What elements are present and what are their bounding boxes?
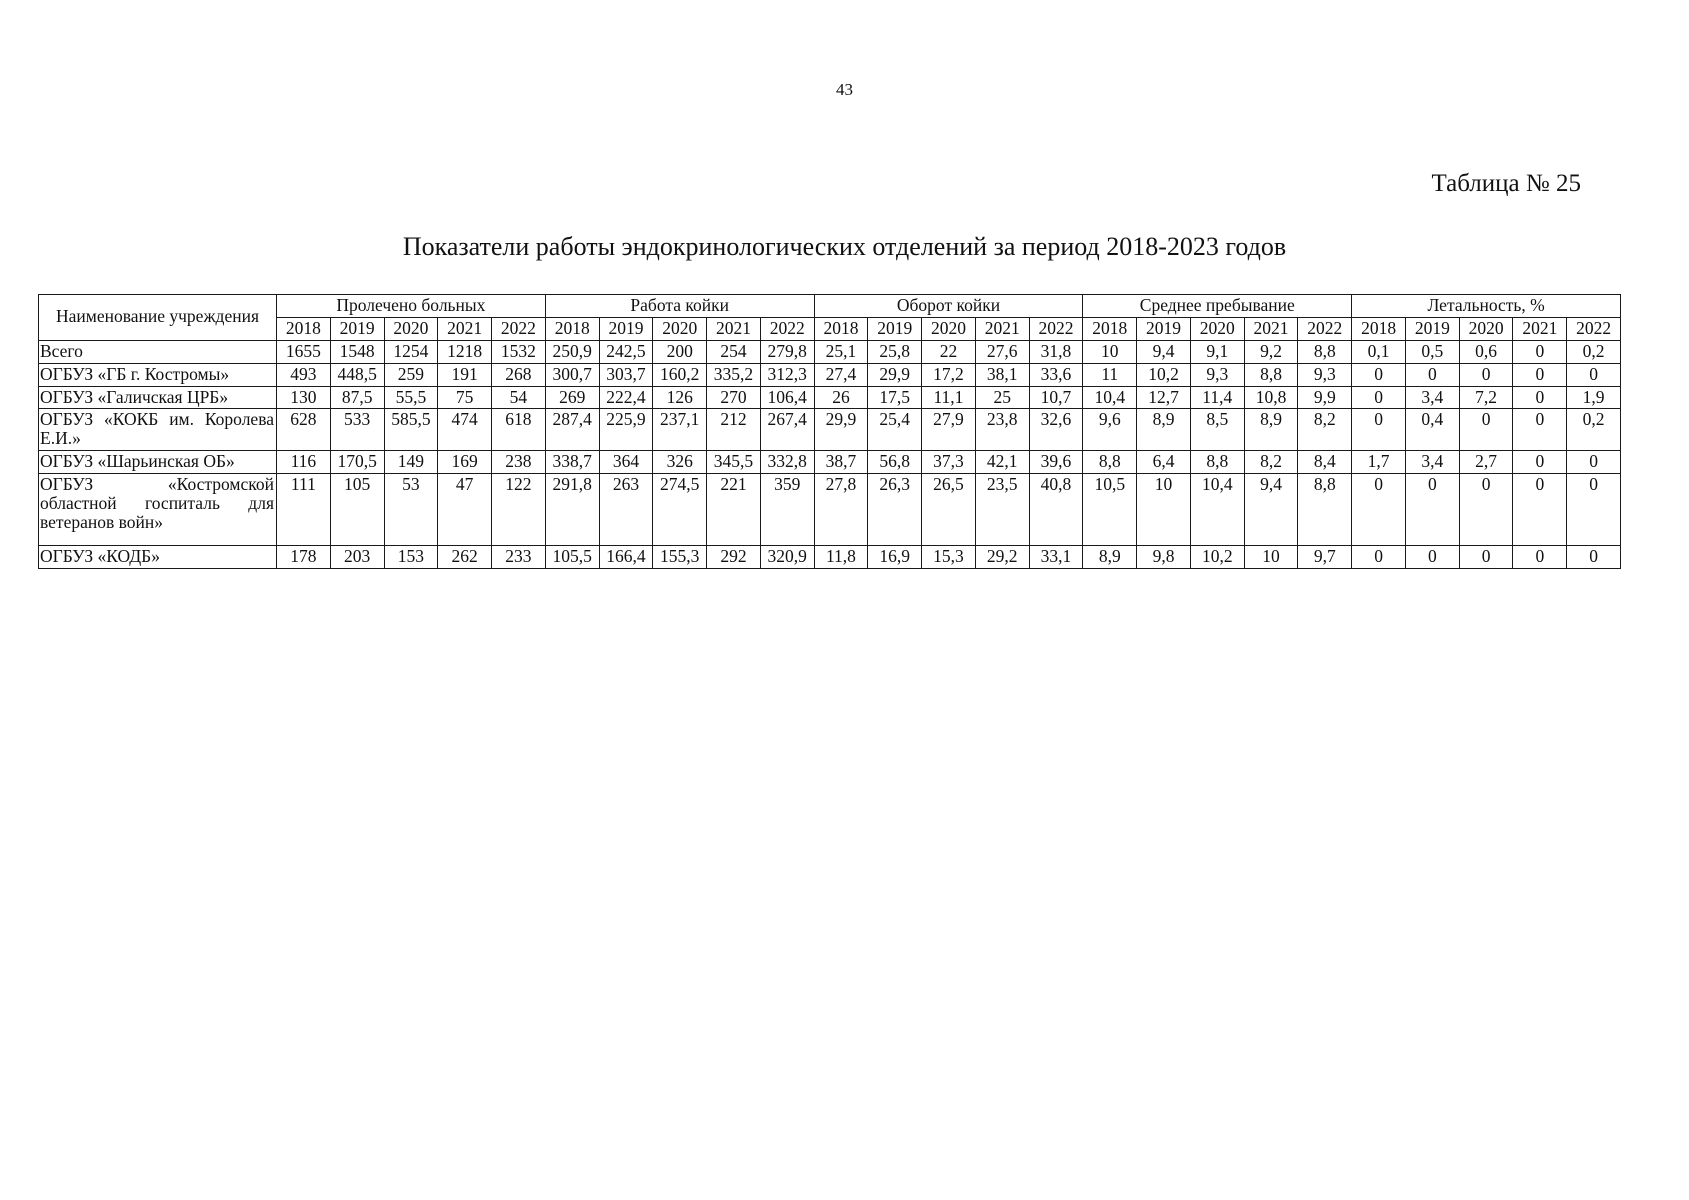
value-cell: 0 xyxy=(1352,363,1406,386)
value-cell: 37,3 xyxy=(922,451,976,474)
value-cell: 262 xyxy=(438,546,492,569)
value-cell: 27,9 xyxy=(922,409,976,451)
value-cell: 237,1 xyxy=(653,409,707,451)
value-cell: 254 xyxy=(707,340,761,363)
value-cell: 31,8 xyxy=(1029,340,1083,363)
year-header: 2018 xyxy=(1352,317,1406,340)
institution-name-cell: ОГБУЗ «Галичская ЦРБ» xyxy=(39,386,277,409)
value-cell: 268 xyxy=(492,363,546,386)
value-cell: 9,6 xyxy=(1083,409,1137,451)
value-cell: 29,2 xyxy=(975,546,1029,569)
value-cell: 11,1 xyxy=(922,386,976,409)
institution-name-cell: Всего xyxy=(39,340,277,363)
value-cell: 338,7 xyxy=(545,451,599,474)
value-cell: 0 xyxy=(1352,546,1406,569)
value-cell: 628 xyxy=(277,409,331,451)
value-cell: 335,2 xyxy=(707,363,761,386)
value-cell: 10,8 xyxy=(1244,386,1298,409)
value-cell: 9,3 xyxy=(1298,363,1352,386)
value-cell: 23,8 xyxy=(975,409,1029,451)
value-cell: 39,6 xyxy=(1029,451,1083,474)
value-cell: 9,4 xyxy=(1137,340,1191,363)
value-cell: 12,7 xyxy=(1137,386,1191,409)
value-cell: 27,6 xyxy=(975,340,1029,363)
value-cell: 26 xyxy=(814,386,868,409)
value-cell: 10,2 xyxy=(1190,546,1244,569)
value-cell: 292 xyxy=(707,546,761,569)
value-cell: 23,5 xyxy=(975,474,1029,546)
value-cell: 493 xyxy=(277,363,331,386)
value-cell: 0,1 xyxy=(1352,340,1406,363)
value-cell: 25,1 xyxy=(814,340,868,363)
table-row xyxy=(39,386,1621,409)
year-header: 2019 xyxy=(868,317,922,340)
value-cell: 8,4 xyxy=(1298,451,1352,474)
value-cell: 10 xyxy=(1083,340,1137,363)
year-header: 2021 xyxy=(707,317,761,340)
value-cell: 9,4 xyxy=(1244,474,1298,546)
table-row xyxy=(39,409,1621,451)
value-cell: 200 xyxy=(653,340,707,363)
value-cell: 15,3 xyxy=(922,546,976,569)
value-cell: 8,8 xyxy=(1298,474,1352,546)
year-header: 2020 xyxy=(922,317,976,340)
year-header: 2022 xyxy=(1567,317,1621,340)
table-row xyxy=(39,363,1621,386)
value-cell: 10 xyxy=(1244,546,1298,569)
value-cell: 0 xyxy=(1567,474,1621,546)
value-cell: 10,4 xyxy=(1083,386,1137,409)
value-cell: 33,6 xyxy=(1029,363,1083,386)
group-header-bed-work: Работа койки xyxy=(545,295,814,318)
value-cell: 0,2 xyxy=(1567,340,1621,363)
value-cell: 56,8 xyxy=(868,451,922,474)
year-header: 2019 xyxy=(599,317,653,340)
year-header: 2020 xyxy=(653,317,707,340)
value-cell: 0 xyxy=(1459,363,1513,386)
value-cell: 8,8 xyxy=(1298,340,1352,363)
value-cell: 8,2 xyxy=(1298,409,1352,451)
value-cell: 87,5 xyxy=(330,386,384,409)
value-cell: 130 xyxy=(277,386,331,409)
page-number: 43 xyxy=(836,80,853,99)
value-cell: 8,8 xyxy=(1244,363,1298,386)
value-cell: 25,8 xyxy=(868,340,922,363)
year-header: 2022 xyxy=(760,317,814,340)
value-cell: 126 xyxy=(653,386,707,409)
value-cell: 149 xyxy=(384,451,438,474)
value-cell: 0 xyxy=(1513,409,1567,451)
value-cell: 10,7 xyxy=(1029,386,1083,409)
year-header: 2022 xyxy=(1298,317,1352,340)
value-cell: 1,9 xyxy=(1567,386,1621,409)
value-cell: 55,5 xyxy=(384,386,438,409)
value-cell: 233 xyxy=(492,546,546,569)
value-cell: 0 xyxy=(1513,451,1567,474)
value-cell: 0 xyxy=(1567,363,1621,386)
value-cell: 250,9 xyxy=(545,340,599,363)
table-row xyxy=(39,451,1621,474)
institution-name-cell: ОГБУЗ «КОКБ им. Королева Е.И.» xyxy=(39,409,277,451)
value-cell: 26,3 xyxy=(868,474,922,546)
value-cell: 38,7 xyxy=(814,451,868,474)
value-cell: 533 xyxy=(330,409,384,451)
value-cell: 0 xyxy=(1513,363,1567,386)
value-cell: 7,2 xyxy=(1459,386,1513,409)
value-cell: 359 xyxy=(760,474,814,546)
value-cell: 8,2 xyxy=(1244,451,1298,474)
value-cell: 0 xyxy=(1513,340,1567,363)
value-cell: 9,9 xyxy=(1298,386,1352,409)
year-header: 2019 xyxy=(1405,317,1459,340)
value-cell: 33,1 xyxy=(1029,546,1083,569)
year-header: 2022 xyxy=(1029,317,1083,340)
value-cell: 274,5 xyxy=(653,474,707,546)
value-cell: 221 xyxy=(707,474,761,546)
institution-name-header: Наименование учреждения xyxy=(39,295,277,341)
value-cell: 8,8 xyxy=(1190,451,1244,474)
value-cell: 9,2 xyxy=(1244,340,1298,363)
value-cell: 27,8 xyxy=(814,474,868,546)
value-cell: 618 xyxy=(492,409,546,451)
value-cell: 54 xyxy=(492,386,546,409)
value-cell: 238 xyxy=(492,451,546,474)
value-cell: 0 xyxy=(1567,451,1621,474)
value-cell: 3,4 xyxy=(1405,386,1459,409)
value-cell: 242,5 xyxy=(599,340,653,363)
value-cell: 0 xyxy=(1405,474,1459,546)
value-cell: 6,4 xyxy=(1137,451,1191,474)
value-cell: 8,8 xyxy=(1083,451,1137,474)
value-cell: 1548 xyxy=(330,340,384,363)
value-cell: 11 xyxy=(1083,363,1137,386)
value-cell: 170,5 xyxy=(330,451,384,474)
value-cell: 259 xyxy=(384,363,438,386)
year-header: 2021 xyxy=(438,317,492,340)
value-cell: 0 xyxy=(1459,546,1513,569)
value-cell: 17,2 xyxy=(922,363,976,386)
value-cell: 29,9 xyxy=(814,409,868,451)
value-cell: 75 xyxy=(438,386,492,409)
value-cell: 47 xyxy=(438,474,492,546)
table-row xyxy=(39,474,1621,546)
institution-name-cell: ОГБУЗ «ГБ г. Костромы» xyxy=(39,363,277,386)
year-header: 2019 xyxy=(1137,317,1191,340)
value-cell: 291,8 xyxy=(545,474,599,546)
value-cell: 8,9 xyxy=(1137,409,1191,451)
year-header: 2020 xyxy=(1459,317,1513,340)
value-cell: 11,4 xyxy=(1190,386,1244,409)
value-cell: 191 xyxy=(438,363,492,386)
value-cell: 270 xyxy=(707,386,761,409)
value-cell: 203 xyxy=(330,546,384,569)
value-cell: 0,6 xyxy=(1459,340,1513,363)
value-cell: 300,7 xyxy=(545,363,599,386)
group-header-mortality: Летальность, % xyxy=(1352,295,1621,318)
value-cell: 153 xyxy=(384,546,438,569)
value-cell: 0 xyxy=(1405,546,1459,569)
value-cell: 0 xyxy=(1405,363,1459,386)
value-cell: 269 xyxy=(545,386,599,409)
value-cell: 10,5 xyxy=(1083,474,1137,546)
value-cell: 22 xyxy=(922,340,976,363)
value-cell: 225,9 xyxy=(599,409,653,451)
value-cell: 287,4 xyxy=(545,409,599,451)
table-row xyxy=(39,340,1621,363)
value-cell: 585,5 xyxy=(384,409,438,451)
value-cell: 0 xyxy=(1567,546,1621,569)
value-cell: 32,6 xyxy=(1029,409,1083,451)
table-title: Показатели работы эндокринологических отделений за период 2018-2023 годов xyxy=(402,232,1287,261)
year-header: 2018 xyxy=(1083,317,1137,340)
value-cell: 0,4 xyxy=(1405,409,1459,451)
value-cell: 9,8 xyxy=(1137,546,1191,569)
value-cell: 364 xyxy=(599,451,653,474)
value-cell: 53 xyxy=(384,474,438,546)
value-cell: 25,4 xyxy=(868,409,922,451)
value-cell: 0 xyxy=(1513,386,1567,409)
value-cell: 1532 xyxy=(492,340,546,363)
value-cell: 0,5 xyxy=(1405,340,1459,363)
value-cell: 29,9 xyxy=(868,363,922,386)
group-header-average-stay: Среднее пребывание xyxy=(1083,295,1352,318)
value-cell: 111 xyxy=(277,474,331,546)
value-cell: 178 xyxy=(277,546,331,569)
value-cell: 166,4 xyxy=(599,546,653,569)
value-cell: 42,1 xyxy=(975,451,1029,474)
value-cell: 116 xyxy=(277,451,331,474)
year-header: 2020 xyxy=(1190,317,1244,340)
value-cell: 0 xyxy=(1513,546,1567,569)
value-cell: 0 xyxy=(1352,409,1406,451)
data-table xyxy=(38,294,1621,569)
value-cell: 16,9 xyxy=(868,546,922,569)
value-cell: 0 xyxy=(1459,409,1513,451)
header-row-years xyxy=(39,317,1621,340)
value-cell: 9,7 xyxy=(1298,546,1352,569)
value-cell: 9,1 xyxy=(1190,340,1244,363)
value-cell: 1218 xyxy=(438,340,492,363)
value-cell: 1254 xyxy=(384,340,438,363)
year-header: 2019 xyxy=(330,317,384,340)
value-cell: 326 xyxy=(653,451,707,474)
institution-name-cell: ОГБУЗ «Шарьинская ОБ» xyxy=(39,451,277,474)
table-row xyxy=(39,546,1621,569)
value-cell: 155,3 xyxy=(653,546,707,569)
year-header: 2021 xyxy=(975,317,1029,340)
value-cell: 222,4 xyxy=(599,386,653,409)
year-header: 2020 xyxy=(384,317,438,340)
year-header: 2018 xyxy=(545,317,599,340)
value-cell: 267,4 xyxy=(760,409,814,451)
value-cell: 8,9 xyxy=(1083,546,1137,569)
value-cell: 105 xyxy=(330,474,384,546)
header-row-groups xyxy=(39,295,1621,318)
value-cell: 332,8 xyxy=(760,451,814,474)
year-header: 2021 xyxy=(1244,317,1298,340)
value-cell: 0 xyxy=(1352,386,1406,409)
value-cell: 10,2 xyxy=(1137,363,1191,386)
group-header-bed-turnover: Оборот койки xyxy=(814,295,1083,318)
table-body xyxy=(39,340,1621,568)
table-header xyxy=(39,295,1621,341)
value-cell: 3,4 xyxy=(1405,451,1459,474)
value-cell: 26,5 xyxy=(922,474,976,546)
value-cell: 9,3 xyxy=(1190,363,1244,386)
value-cell: 106,4 xyxy=(760,386,814,409)
value-cell: 17,5 xyxy=(868,386,922,409)
year-header: 2021 xyxy=(1513,317,1567,340)
value-cell: 2,7 xyxy=(1459,451,1513,474)
value-cell: 122 xyxy=(492,474,546,546)
value-cell: 8,9 xyxy=(1244,409,1298,451)
value-cell: 0 xyxy=(1459,474,1513,546)
value-cell: 448,5 xyxy=(330,363,384,386)
value-cell: 8,5 xyxy=(1190,409,1244,451)
year-header: 2018 xyxy=(277,317,331,340)
value-cell: 1,7 xyxy=(1352,451,1406,474)
value-cell: 40,8 xyxy=(1029,474,1083,546)
year-header: 2018 xyxy=(814,317,868,340)
value-cell: 279,8 xyxy=(760,340,814,363)
year-header: 2022 xyxy=(492,317,546,340)
value-cell: 105,5 xyxy=(545,546,599,569)
value-cell: 25 xyxy=(975,386,1029,409)
value-cell: 0 xyxy=(1513,474,1567,546)
value-cell: 0,2 xyxy=(1567,409,1621,451)
table-number: Таблица № 25 xyxy=(1431,170,1581,197)
institution-name-cell: ОГБУЗ «КОДБ» xyxy=(39,546,277,569)
value-cell: 160,2 xyxy=(653,363,707,386)
value-cell: 10,4 xyxy=(1190,474,1244,546)
value-cell: 0 xyxy=(1352,474,1406,546)
institution-name-cell: ОГБУЗ «Костромской областной госпиталь для ветеранов войн» xyxy=(39,474,277,546)
value-cell: 345,5 xyxy=(707,451,761,474)
value-cell: 303,7 xyxy=(599,363,653,386)
value-cell: 10 xyxy=(1137,474,1191,546)
value-cell: 169 xyxy=(438,451,492,474)
data-table-container xyxy=(38,294,1620,569)
value-cell: 38,1 xyxy=(975,363,1029,386)
value-cell: 320,9 xyxy=(760,546,814,569)
value-cell: 11,8 xyxy=(814,546,868,569)
value-cell: 474 xyxy=(438,409,492,451)
value-cell: 263 xyxy=(599,474,653,546)
value-cell: 27,4 xyxy=(814,363,868,386)
group-header-treated-patients: Пролечено больных xyxy=(277,295,546,318)
value-cell: 1655 xyxy=(277,340,331,363)
value-cell: 212 xyxy=(707,409,761,451)
value-cell: 312,3 xyxy=(760,363,814,386)
